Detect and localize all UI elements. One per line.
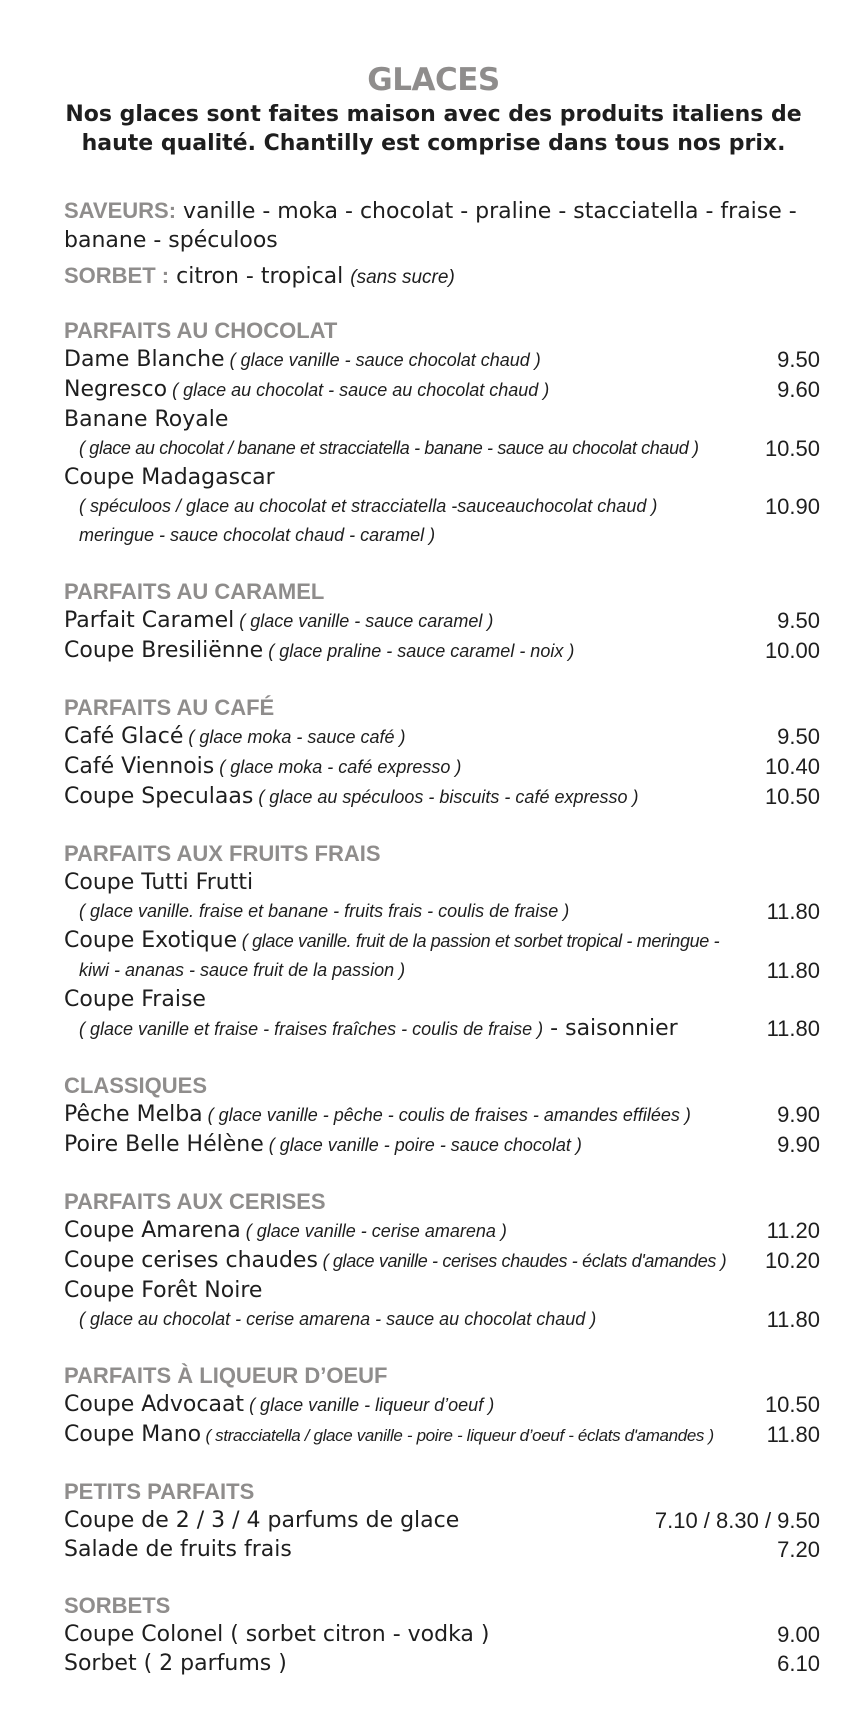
menu-item (64, 1620, 820, 1649)
section-petits (64, 1477, 820, 1564)
section-title: PARFAITS AU CHOCOLAT (64, 318, 338, 343)
item-description: ( stracciatella / glace vanille - poire - liqueur d’oeuf - éclats d'amandes ) (201, 1426, 714, 1445)
item-price: 11.80 (766, 1016, 820, 1041)
item-name: Café Glacé (64, 724, 184, 749)
item-name: Coupe cerises chaudes (64, 1248, 318, 1273)
section-cerises (64, 1187, 820, 1334)
menu-item-detail (64, 492, 820, 521)
sorbet-text: citron - tropical (169, 264, 351, 289)
section-sorbets (64, 1591, 820, 1678)
menu-sections (64, 316, 820, 1705)
menu-item (64, 1246, 820, 1276)
item-price: 7.20 (777, 1537, 820, 1562)
flavours-block (64, 196, 804, 292)
menu-item (64, 722, 820, 752)
menu-item (64, 1216, 820, 1246)
menu-item (64, 1649, 820, 1678)
item-name: Coupe Exotique (64, 928, 238, 953)
item-name: Salade de fruits frais (64, 1537, 292, 1562)
sorbet-note: (sans sucre) (350, 267, 455, 288)
page-title: GLACES (367, 62, 500, 98)
section-title: CLASSIQUES (64, 1073, 208, 1098)
menu-item (64, 1390, 820, 1420)
section-title: PARFAITS AUX FRUITS FRAIS (64, 841, 381, 866)
section-liqueur (64, 1361, 820, 1450)
item-price: 11.80 (766, 1307, 820, 1332)
item-name: Parfait Caramel (64, 608, 235, 633)
section-caramel (64, 577, 820, 666)
item-name: Coupe Amarena (64, 1218, 241, 1243)
item-name: Dame Blanche (64, 347, 225, 372)
item-name: Coupe Mano (64, 1422, 202, 1447)
item-price: 6.10 (777, 1651, 820, 1676)
menu-item-detail (64, 1014, 820, 1044)
item-description: ( glace praline - sauce caramel - noix ) (263, 641, 575, 661)
saveurs-text-1: vanille - moka - chocolat - praline - stacciatella - fraise - (176, 199, 797, 224)
item-description: ( glace vanille - sauce chocolat chaud ) (224, 350, 541, 370)
item-name: Coupe Bresiliënne (64, 638, 264, 663)
menu-item-detail (64, 434, 820, 463)
subtitle-line-1: Nos glaces sont faites maison avec des produits italiens de (65, 102, 802, 127)
item-note: - saisonnier (543, 1016, 678, 1041)
menu-item (64, 782, 820, 812)
item-price: 11.80 (766, 958, 820, 983)
item-description: ( glace vanille - sauce caramel ) (234, 611, 494, 631)
saveurs-line (64, 196, 804, 255)
menu-header (0, 0, 867, 158)
item-price: 11.20 (766, 1218, 820, 1243)
item-description: ( glace au chocolat / banane et stracciatella - banane - sauce au chocolat chaud ) (79, 438, 699, 458)
item-price: 10.00 (764, 638, 820, 663)
item-name: Coupe Tutti Frutti (64, 870, 254, 895)
item-price: 9.00 (777, 1622, 820, 1647)
item-price: 9.50 (777, 724, 820, 749)
item-description: ( glace vanille. fruit de la passion et sorbet tropical - meringue - (237, 931, 720, 951)
item-price: 9.50 (777, 347, 820, 372)
item-price: 10.90 (764, 494, 820, 519)
item-name: Café Viennois (64, 754, 215, 779)
item-price: 9.60 (777, 377, 820, 402)
item-name: Coupe de 2 / 3 / 4 parfums de glace (64, 1508, 460, 1533)
item-price: 9.90 (777, 1102, 820, 1127)
menu-item (64, 1130, 820, 1160)
item-name: Coupe Colonel ( sorbet citron - vodka ) (64, 1622, 490, 1647)
item-description: ( glace moka - sauce café ) (183, 727, 406, 747)
item-description: ( glace vanille et fraise - fraises fraîches - coulis de fraise ) (79, 1019, 544, 1039)
section-title: PARFAITS À LIQUEUR D’OEUF (64, 1363, 388, 1388)
item-description: ( spéculoos / glace au chocolat et stracciatella -sauceauchocolat chaud ) (79, 496, 658, 516)
sorbet-line (64, 261, 804, 292)
menu-item (64, 926, 820, 956)
subtitle-line-2: haute qualité. Chantilly est comprise dans tous nos prix. (81, 131, 786, 156)
item-name: Coupe Madagascar (64, 465, 275, 490)
item-name: Pêche Melba (64, 1102, 203, 1127)
item-price: 10.50 (764, 1392, 820, 1417)
menu-item (64, 345, 820, 375)
item-name: Coupe Fraise (64, 987, 206, 1012)
page-subtitle (54, 100, 814, 158)
item-name: Coupe Advocaat (64, 1392, 245, 1417)
item-price: 11.80 (766, 1422, 820, 1447)
menu-item (64, 752, 820, 782)
item-name: Coupe Forêt Noire (64, 1278, 263, 1303)
menu-item (64, 1100, 820, 1130)
item-price: 10.40 (764, 754, 820, 779)
sorbet-label: SORBET : (64, 263, 170, 288)
item-price: 10.20 (764, 1248, 820, 1273)
item-description-cont: meringue - sauce chocolat chaud - caramel ) (79, 525, 436, 545)
item-description: ( glace vanille. fraise et banane - fruits frais - coulis de fraise ) (79, 901, 570, 921)
item-name: Coupe Speculaas (64, 784, 254, 809)
item-name: Banane Royale (64, 407, 229, 432)
item-description: ( glace vanille - liqueur d’oeuf ) (244, 1395, 495, 1415)
section-title: PARFAITS AU CARAMEL (64, 579, 325, 604)
section-classiques (64, 1071, 820, 1160)
menu-item (64, 636, 820, 666)
menu-item (64, 1506, 820, 1535)
menu-item (64, 1420, 820, 1450)
item-description: ( glace au chocolat - sauce au chocolat chaud ) (167, 380, 550, 400)
section-fruits (64, 839, 820, 1044)
item-description: ( glace vanille - pêche - coulis de fraises - amandes effilées ) (202, 1105, 691, 1125)
item-price: 11.80 (766, 899, 820, 924)
section-chocolat (64, 316, 820, 550)
item-description: ( glace vanille - poire - sauce chocolat ) (263, 1135, 582, 1155)
item-description: ( glace au spéculoos - biscuits - café expresso ) (253, 787, 639, 807)
item-price: 9.90 (777, 1132, 820, 1157)
menu-item (64, 375, 820, 405)
saveurs-text-2: banane - spéculoos (64, 228, 278, 253)
item-description: ( glace moka - café expresso ) (214, 757, 462, 777)
item-name: Poire Belle Hélène (64, 1132, 264, 1157)
menu-item (64, 1535, 820, 1564)
item-price: 7.10 / 8.30 / 9.50 (654, 1508, 820, 1533)
item-description: ( glace vanille - cerises chaudes - éclats d'amandes ) (317, 1251, 727, 1271)
item-description-cont: kiwi - ananas - sauce fruit de la passion ) (79, 960, 406, 980)
menu-item (64, 606, 820, 636)
item-price: 9.50 (777, 608, 820, 633)
section-title: PARFAITS AU CAFÉ (64, 695, 275, 720)
menu-item-detail (64, 1305, 820, 1334)
section-title: PETITS PARFAITS (64, 1479, 255, 1504)
section-cafe (64, 693, 820, 812)
item-name: Sorbet ( 2 parfums ) (64, 1651, 287, 1676)
section-title: PARFAITS AUX CERISES (64, 1189, 326, 1214)
item-price: 10.50 (764, 436, 820, 461)
item-price: 10.50 (764, 784, 820, 809)
menu-item-detail (64, 897, 820, 926)
saveurs-label: SAVEURS: (64, 198, 177, 223)
section-title: SORBETS (64, 1593, 171, 1618)
item-name: Negresco (64, 377, 168, 402)
menu-item-detail (64, 956, 820, 985)
item-description: ( glace au chocolat - cerise amarena - sauce au chocolat chaud ) (79, 1309, 597, 1329)
item-description: ( glace vanille - cerise amarena ) (240, 1221, 507, 1241)
